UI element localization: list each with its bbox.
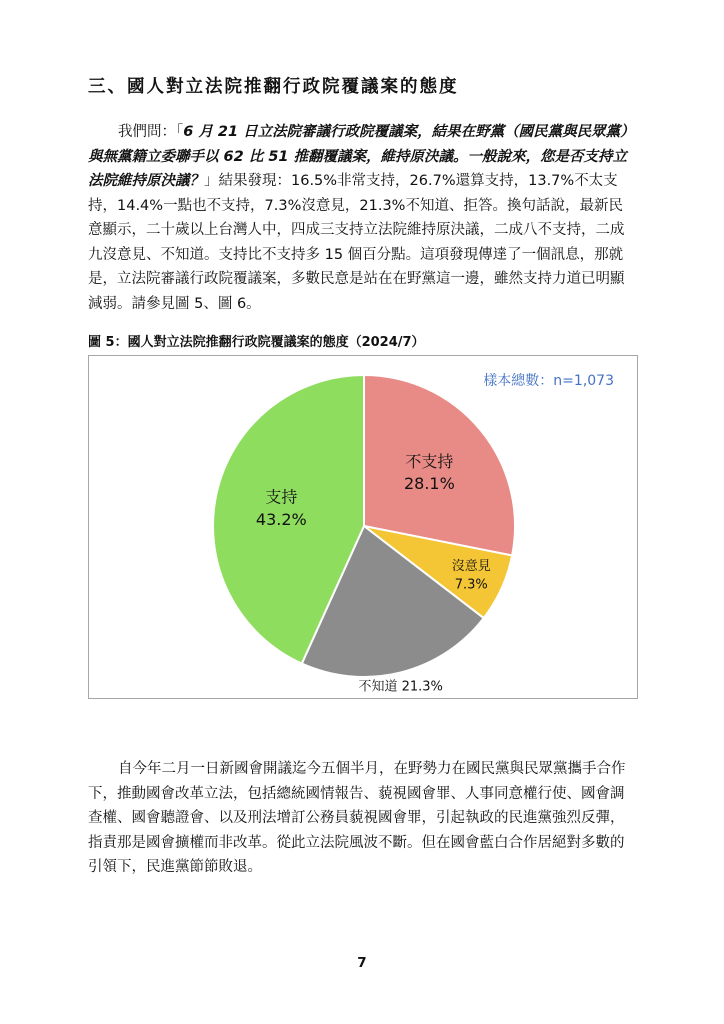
section-heading: 三、國人對立法院推翻行政院覆議案的態度 (88, 77, 459, 97)
pie-chart-frame (88, 355, 638, 699)
slice-label-1: 沒意見 (451, 559, 491, 575)
slice-label-2: 不知道 21.3% (358, 679, 443, 695)
slice-label-0: 不支持 (405, 451, 454, 471)
survey-question-text: 6 月 21 日立法院審議行政院覆議案，結果在野黨（國民黨與民眾黨）與無黨籍立委聯手以 62 比 51 推翻覆議案，維持原決議。一般說來，您是否支持立法院維持原決議？ (88, 124, 635, 189)
slice-value-0: 28.1% (403, 474, 455, 494)
page-number: 7 (357, 955, 367, 971)
figure-caption: 圖 5：國人對立法院推翻行政院覆議案的態度（2024/7） (88, 335, 425, 350)
survey-result-text: 」結果發現：16.5%非常支持，26.7%還算支持，13.7%不太支持，14.4%一點也不支持，7.3%沒意見，21.3%不知道、拒答。換句話說，最新民意顯示，二十歲以上台灣人中，四成三支持立法院維持原決議，二成八不支持，二成九沒意見、不知道。支持比不支持多 15 個百分點。這項發現傳達了一個訊息，那就是，立法院審議行政院覆議案，多數民意是站在在野黨這一邊，雖然支持力道已明顯減弱。請參見圖 5、圖 6。 (88, 173, 625, 312)
paragraph-context: 自今年二月一日新國會開議迄今五個半月，在野勢力在國民黨與民眾黨攜手合作下，推動國會改革立法，包括總統國情報告、藐視國會罪、人事同意權行使、國會調查權、國會聽證會、以及刑法增訂公務員藐視國會罪，引起執政的民進黨強烈反彈，指責那是國會擴權而非改革。從此立法院風波不斷。但在國會藍白合作居絕對多數的引領下，民進黨節節敗退。 (88, 761, 626, 875)
slice-value-3: 43.2% (255, 509, 307, 529)
sample-size-note: 樣本總數：n=1,073 (483, 373, 614, 389)
slice-label-3: 支持 (265, 487, 298, 507)
question-lead: 我們問：「 (118, 124, 184, 140)
slice-value-1: 7.3% (454, 577, 488, 593)
paragraph-survey-question (88, 120, 636, 316)
pie-chart (89, 356, 639, 700)
slice-value-2: 21.3% (401, 679, 443, 695)
